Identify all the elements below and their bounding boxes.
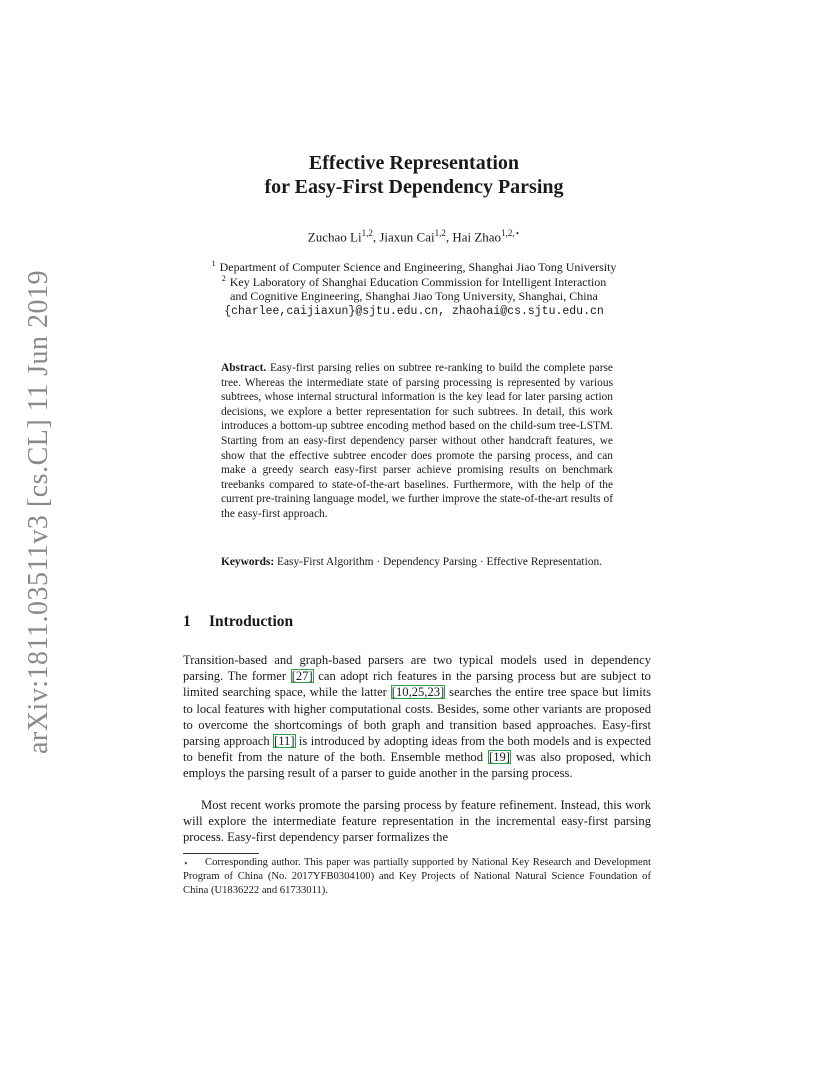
paper-title-line-1: Effective Representation [308,152,520,174]
keywords [221,555,613,570]
author-emails: {charlee,caijiaxun}@sjtu.edu.cn, zhaohai@cs.sjtu.edu.cn [224,305,604,318]
citation-link[interactable]: [11] [274,734,295,749]
abstract-label: Abstract. [221,362,267,374]
arxiv-id-text: arXiv:1811.03511v3 [cs.CL] 11 Jun 2019 [23,269,54,755]
abstract [221,361,613,522]
paragraph-text: searches the entire tree space but limits to local features with higher computational costs. Besides, some other variants are proposed to overcome the shortcomings of both graph and transition based approaches. Easy-first parsing approach [183,685,651,749]
author-name: Zuchao Li [307,229,362,245]
footnote-rule [183,853,259,854]
intro-paragraph-1 [183,652,651,782]
section-heading [183,613,293,631]
paragraph-text: was also proposed, which employs the parsing result of a parser to guide another in the parsing process. [183,750,651,781]
footnote [183,856,651,899]
affiliation-2-sup: 2 [221,274,226,283]
author-affil-sup: 1,2 [361,228,373,238]
author-list [0,228,828,245]
footnote-text: Corresponding author. This paper was partially supported by National Key Research and Development Program of China (No. 2017YFB0304100) and Key Projects of National Natural Science Foundation of China (U1836222 and 61733011). [183,857,651,897]
affiliation-2 [0,274,828,290]
section-title: Introduction [209,613,294,630]
intro-paragraph-2: Most recent works promote the parsing process by feature refinement. Instead, this work will explore the intermediate feature representation in the incremental easy-first parsing process. Easy-first dependency parser formalizes the [183,798,651,845]
section-number: 1 [183,613,191,630]
author-name: Jiaxun Cai [379,229,435,245]
author-separator: , [372,229,380,245]
footnote-mark: ⋆ [183,858,189,868]
paper-title-line-2: for Easy-First Dependency Parsing [264,176,564,198]
arxiv-side-identifier [16,269,62,755]
citation-link[interactable]: [10,25,23] [391,685,445,700]
citation-link[interactable]: [19] [489,750,510,765]
paragraph-text: Transition-based and graph-based parsers are two typical models used in dependency parsing. The former [183,653,651,684]
author-name: Hai Zhao [452,229,502,245]
author-affil-sup: 1,2,⋆ [501,228,521,238]
affiliation-1-sup: 1 [211,259,216,268]
author-separator: , [445,229,453,245]
keywords-text: Easy-First Algorithm · Dependency Parsing · Effective Representation. [277,556,602,568]
affiliation-1-text: Department of Computer Science and Engineering, Shanghai Jiao Tong University [219,260,617,274]
affiliation-2-line-2: and Cognitive Engineering, Shanghai Jiao Tong University, Shanghai, China [230,289,598,303]
affiliation-1 [0,259,828,275]
citation-link[interactable]: [27] [291,669,313,684]
keywords-label: Keywords: [221,556,275,568]
paragraph-text: is introduced by adopting ideas from the both models and is expected to benefit from the nature of the both. Ensemble method [183,734,651,765]
abstract-text: Easy-first parsing relies on subtree re-ranking to build the complete parse tree. Whereas the intermediate state of parsing processing is represented by various subtrees, whose internal structural information is the key lead for later parsing action decisions, we explore a better representation for such subtrees. In detail, this work introduces a bottom-up subtree encoding method based on the child-sum tree-LSTM. Starting from an easy-first dependency parser without other handcraft features, we show that the effective subtree encoder does promote the parsing process, and can make a greedy search easy-first parser achieve promising results on benchmark treebanks compared to state-of-the-art baselines. Furthermore, with the help of the current pre-training language model, we further improve the state-of-the-art results of the easy-first approach. [221,362,613,520]
paragraph-text: can adopt rich features in the parsing process but are subject to limited searching space, while the latter [183,669,651,700]
affiliation-2-text-line-1: Key Laboratory of Shanghai Education Commission for Intelligent Interaction [229,275,607,289]
author-affil-sup: 1,2 [434,228,446,238]
